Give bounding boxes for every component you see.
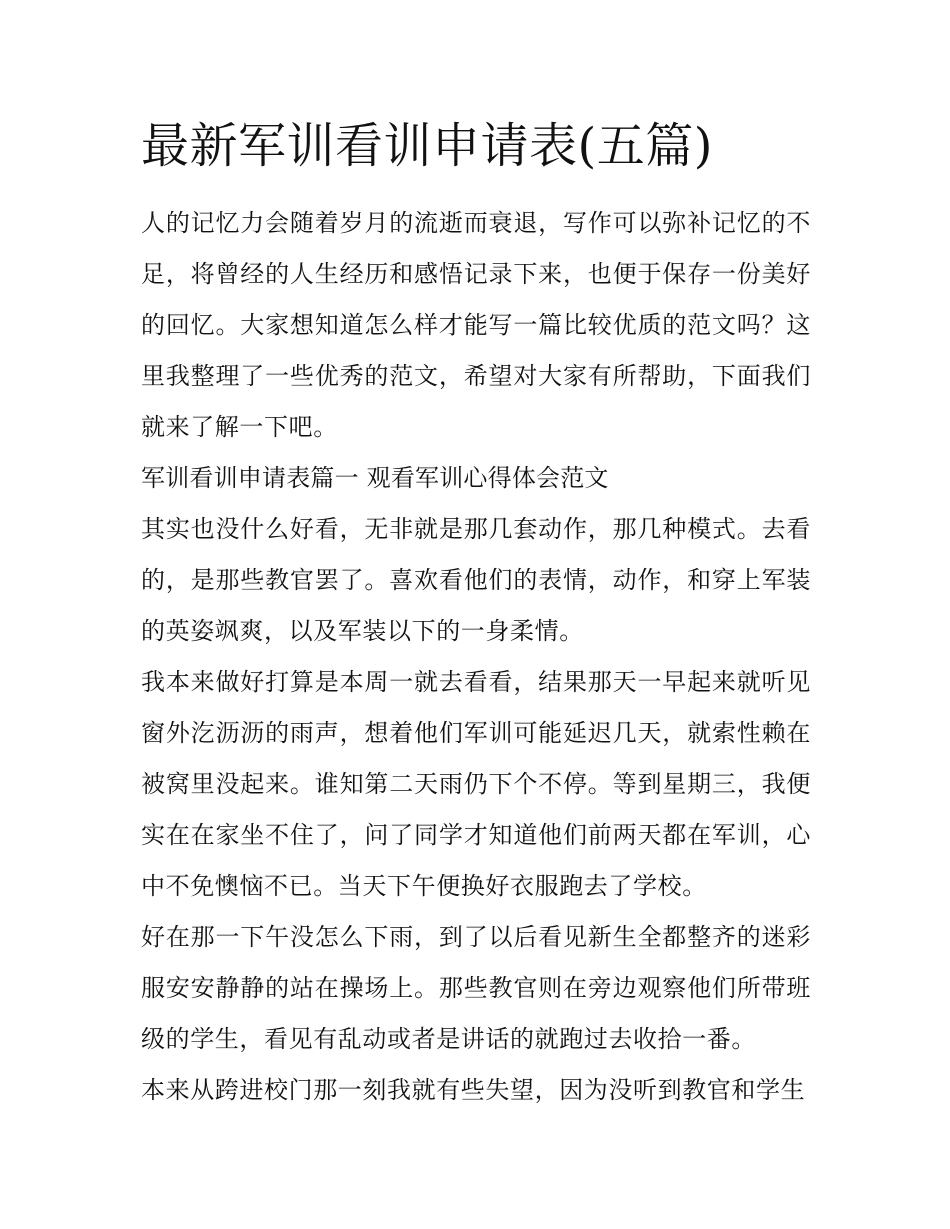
body-paragraph: 其实也没什么好看，无非就是那几套动作，那几种模式。去看的，是那些教官罢了。喜欢看他们的表情，动作，和穿上军装的英姿飒爽，以及军装以下的一身柔情。 xyxy=(141,515,811,645)
document-body xyxy=(141,198,811,1116)
intro-paragraph: 人的记忆力会随着岁月的流逝而衰退，写作可以弥补记忆的不足，将曾经的人生经历和感悟记录下来，也便于保存一份美好的回忆。大家想知道怎么样才能写一篇比较优质的范文吗？这里我整理了一些优秀的范文，希望对大家有所帮助，下面我们就来了解一下吧。 xyxy=(141,209,811,441)
section-heading: 军训看训申请表篇一 观看军训心得体会范文 xyxy=(141,464,609,492)
body-paragraph: 我本来做好打算是本周一就去看看，结果那天一早起来就听见窗外汔沥沥的雨声，想着他们军训可能延迟几天，就索性赖在被窝里没起来。谁知第二天雨仍下个不停。等到星期三，我便实在在家坐不住了，问了同学才知道他们前两天都在军训，心中不免懊恼不已。当天下午便换好衣服跑去了学校。 xyxy=(141,668,811,900)
body-paragraph: 好在那一下午没怎么下雨，到了以后看见新生全都整齐的迷彩服安安静静的站在操场上。那些教官则在旁边观察他们所带班级的学生，看见有乱动或者是讲话的就跑过去收拾一番。 xyxy=(141,923,811,1053)
document-title: 最新军训看训申请表(五篇) xyxy=(141,118,713,174)
body-paragraph: 本来从跨进校门那一刻我就有些失望，因为没听到教官和学生 xyxy=(141,1076,806,1104)
